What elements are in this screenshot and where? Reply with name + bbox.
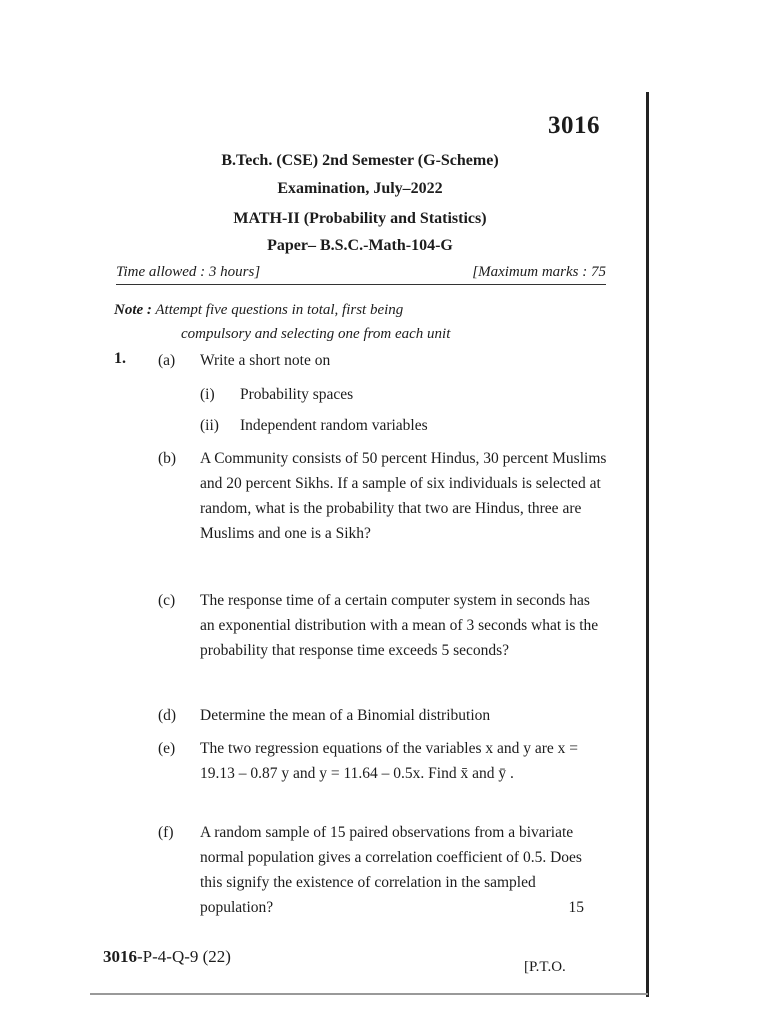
subject-title: MATH-II (Probability and Statistics)	[233, 210, 487, 227]
question-part-c	[158, 588, 608, 663]
part-f-text: A random sample of 15 paired observations from a bivariate normal population gives a correlation coefficient of 0.5. Does this signify the existence of correlation in the sampled population?	[200, 824, 582, 916]
part-tag: (f)	[158, 824, 174, 841]
part-tag: (d)	[158, 707, 177, 724]
paper-code: 3016	[548, 112, 600, 139]
part-text: The two regression equations of the variables x and y are x = 19.13 – 0.87 y and y = 11.64 – 0.5x. Find x̄ and ȳ .	[200, 740, 579, 782]
pto-label: [P.T.O.	[524, 959, 566, 975]
question-part-e	[158, 736, 608, 786]
question-number: 1.	[114, 350, 126, 367]
part-tag: (e)	[158, 740, 176, 757]
exam-title: Examination, July–2022	[277, 180, 443, 197]
part-text: Determine the mean of a Binomial distribution	[200, 707, 491, 724]
question-part-d	[158, 703, 608, 728]
instructions-note	[114, 298, 604, 346]
part-text: A Community consists of 50 percent Hindus, 30 percent Muslims and 20 percent Sikhs. If a sample of six individuals is selected at random, what is the probability that two are Hindus, three are Muslims and one is a Sikh?	[200, 450, 607, 542]
question-part-a	[158, 348, 608, 373]
subitem-tag: (i)	[200, 386, 215, 403]
time-allowed: Time allowed : 3 hours]	[116, 264, 261, 280]
subitem-ii	[200, 413, 428, 438]
question-part-f	[158, 820, 608, 920]
subitem-tag: (ii)	[200, 417, 219, 434]
question-part-b	[158, 446, 608, 546]
subitem-text: Probability spaces	[240, 386, 354, 403]
paper-title: Paper– B.S.C.-Math-104-G	[267, 237, 453, 254]
maximum-marks: [Maximum marks : 75	[472, 264, 606, 280]
right-border-line	[646, 92, 649, 997]
footer-code-bold: 3016	[103, 947, 137, 966]
subitem-i	[200, 382, 353, 407]
part-text: The response time of a certain computer system in seconds has an exponential distribution with a mean of 3 seconds what is the probability that response time exceeds 5 seconds?	[200, 592, 599, 659]
part-text: Write a short note on	[200, 352, 331, 369]
part-tag: (a)	[158, 352, 176, 369]
course-title: B.Tech. (CSE) 2nd Semester (G-Scheme)	[221, 152, 499, 169]
subitem-text: Independent random variables	[240, 417, 428, 434]
part-tag: (c)	[158, 592, 176, 609]
part-tag: (b)	[158, 450, 177, 467]
footer-code-rest: -P-4-Q-9 (22)	[137, 947, 231, 966]
note-label: Note :	[114, 302, 152, 318]
note-text-line2: compulsory and selecting one from each unit	[181, 326, 451, 342]
footer-paper-code	[103, 947, 231, 967]
part-marks: 15	[568, 899, 584, 916]
bottom-border-line	[90, 993, 648, 995]
part-text	[200, 820, 608, 920]
time-marks-row	[116, 264, 606, 285]
note-text-line1: Attempt five questions in total, first being	[151, 302, 404, 318]
